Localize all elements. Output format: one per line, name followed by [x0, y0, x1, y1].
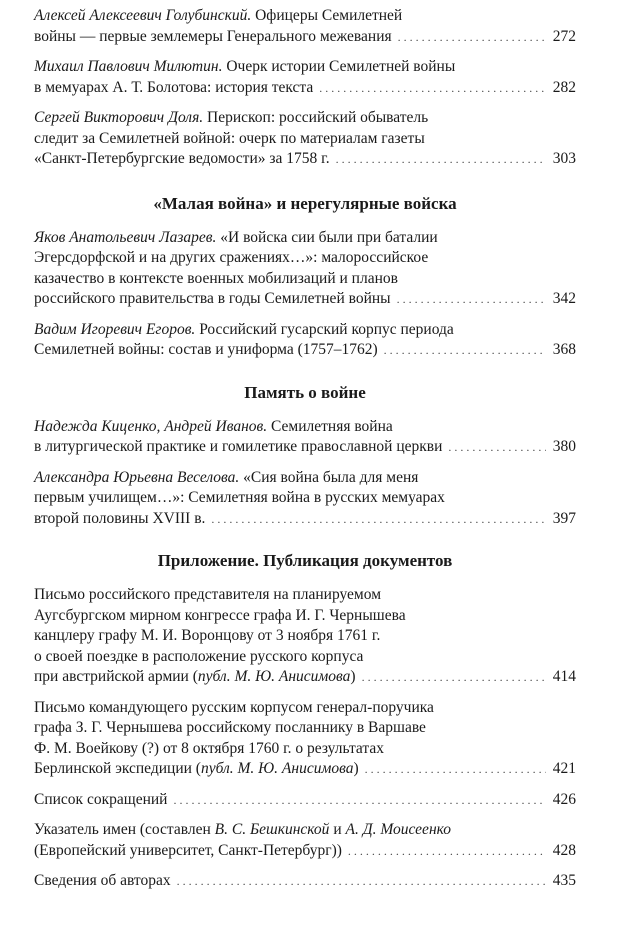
- dot-leader: [348, 841, 546, 862]
- entry-title-line: Аугсбургском мирном конгрессе графа И. Г. Чернышева: [34, 606, 406, 624]
- entry-line: [34, 108, 576, 129]
- toc-entry-dolya[interactable]: [34, 108, 576, 170]
- entry-title-line: войны — первые землемеры Генерального межевания: [34, 27, 392, 45]
- entry-title-line: Российский гусарский корпус периода: [199, 320, 454, 338]
- entry-line: [34, 320, 576, 341]
- entry-title-line: канцлеру графу М. И. Воронцову от 3 ноября 1761 г.: [34, 627, 381, 644]
- compiler-name: А. Д. Моисеенко: [345, 821, 452, 838]
- entry-last-line: [34, 27, 576, 48]
- page-number: 303: [552, 150, 576, 167]
- entry-title-line: «Сия война была для меня: [243, 468, 419, 486]
- entry-title-line: в мемуарах А. Т. Болотова: история текста: [34, 78, 314, 96]
- entry-title-line: второй половины XVIII в.: [34, 509, 206, 527]
- entry-title-line: первым училищем…»: Семилетняя война в русских мемуарах: [34, 489, 445, 506]
- entry-last-line: [34, 289, 576, 310]
- page-number: 380: [552, 438, 576, 455]
- entry-line: [34, 417, 576, 438]
- entry-line: [34, 6, 576, 27]
- dot-leader: [173, 790, 546, 811]
- entry-title-line: Перископ: российский обыватель: [207, 109, 429, 126]
- toc-entry-golubinsky[interactable]: [34, 6, 576, 47]
- table-of-contents: [34, 6, 576, 902]
- page-number: 282: [552, 78, 576, 96]
- dot-leader: [448, 437, 546, 458]
- entry-title-line: о своей поездке в расположение русского корпуса: [34, 647, 364, 665]
- page-number: 414: [552, 668, 576, 685]
- section-heading-memory: Память о войне: [244, 382, 366, 402]
- entry-title-line: Письмо командующего русским корпусом генерал-поручика: [34, 698, 434, 716]
- compiler-name: В. С. Бешкинской: [214, 821, 330, 838]
- entry-title-fragment: ): [350, 668, 356, 685]
- entry-line: [34, 820, 576, 841]
- publisher-note: публ. М. Ю. Анисимова: [197, 668, 351, 685]
- entry-title-line: Ф. М. Воейкову (?) от 8 октября 1760 г. о результатах: [34, 739, 384, 757]
- dot-leader: [397, 289, 546, 310]
- toc-entry-kitsenko[interactable]: [34, 417, 576, 458]
- entry-title-line: (Европейский университет, Санкт-Петербург)): [34, 841, 342, 859]
- toc-entry-lazarev[interactable]: [34, 228, 576, 310]
- dot-leader: [319, 78, 546, 99]
- entry-last-line: [34, 509, 576, 530]
- entry-title-line: Офицеры Семилетней: [255, 7, 403, 24]
- dot-leader: [336, 149, 546, 170]
- toc-entry-document-1[interactable]: [34, 585, 576, 688]
- page-number: 342: [552, 290, 576, 307]
- entry-author: Михаил Павлович Милютин.: [34, 58, 223, 75]
- page-number: 435: [552, 872, 576, 889]
- entry-title-line: Эгерсдорфской и на других сражениях…»: малороссийское: [34, 249, 429, 266]
- entry-title-fragment: и: [329, 821, 346, 838]
- entry-last-line: [34, 437, 576, 458]
- dot-leader: [365, 759, 546, 780]
- entry-title-line: графа З. Г. Чернышева российскому посланнику в Варшаве: [34, 719, 426, 736]
- entry-line: [34, 228, 576, 249]
- dot-leader: [384, 340, 546, 361]
- entry-title-line: «И войска сии были при баталии: [220, 228, 438, 246]
- entry-last-line: [34, 790, 576, 811]
- page-number: 421: [552, 760, 576, 777]
- page-number: 426: [552, 790, 576, 808]
- entry-title-line: Семилетней войны: состав и униформа (1757–1762): [34, 341, 378, 358]
- entry-last-line: [34, 667, 576, 688]
- entry-title-line: «Санкт-Петербургские ведомости» за 1758 г.: [34, 150, 330, 167]
- toc-entry-name-index[interactable]: [34, 820, 576, 861]
- toc-entry-veselova[interactable]: [34, 468, 576, 530]
- toc-entry-egorov[interactable]: [34, 320, 576, 361]
- entry-title-line: Очерк истории Семилетней войны: [226, 58, 456, 75]
- publisher-note: публ. М. Ю. Анисимова: [200, 760, 354, 777]
- entry-author: Вадим Игоревич Егоров.: [34, 320, 196, 338]
- entry-title-line: следит за Семилетней войной: очерк по материалам газеты: [34, 129, 425, 147]
- toc-entry-abbreviations[interactable]: [34, 790, 576, 811]
- entry-title-line: Письмо российского представителя на планируемом: [34, 586, 382, 603]
- section-heading-small-war: «Малая война» и нерегулярные войска: [153, 193, 457, 213]
- entry-author: Александра Юрьевна Веселова.: [34, 468, 240, 486]
- entry-title-fragment: при австрийской армии (: [34, 668, 198, 685]
- entry-last-text: [34, 667, 356, 688]
- toc-entry-about-authors[interactable]: [34, 871, 576, 892]
- entry-line: [34, 468, 576, 489]
- dot-leader: [398, 27, 546, 48]
- entry-author: Алексей Алексеевич Голубинский.: [34, 7, 252, 24]
- entry-title-line: Список сокращений: [34, 790, 168, 808]
- toc-entry-milyutin[interactable]: [34, 57, 576, 98]
- entry-last-text: [34, 759, 359, 780]
- entry-title-fragment: ): [353, 760, 359, 777]
- entry-title-fragment: Указатель имен (составлен: [34, 821, 215, 838]
- entry-title-line: казачество в контексте военных мобилизаций и планов: [34, 269, 398, 287]
- entry-last-line: [34, 759, 576, 780]
- entry-last-line: [34, 841, 576, 862]
- entry-last-line: [34, 340, 576, 361]
- entry-title-line: Сведения об авторах: [34, 872, 171, 889]
- toc-entry-document-2[interactable]: [34, 698, 576, 780]
- dot-leader: [177, 871, 546, 892]
- dot-leader: [211, 509, 546, 530]
- entry-title-line: российского правительства в годы Семилетней войны: [34, 290, 391, 307]
- section-heading-appendix: Приложение. Публикация документов: [157, 551, 453, 570]
- entry-title-line: в литургической практике и гомилетике православной церкви: [34, 438, 443, 455]
- entry-author: Яков Анатольевич Лазарев.: [34, 228, 217, 246]
- entry-author: Сергей Викторович Доля.: [34, 109, 204, 126]
- entry-last-line: [34, 871, 576, 892]
- page-number: 397: [552, 509, 576, 527]
- entry-line: [34, 57, 576, 78]
- entry-author: Надежда Киценко, Андрей Иванов.: [34, 417, 268, 435]
- entry-last-line: [34, 149, 576, 170]
- page-number: 272: [552, 27, 576, 45]
- page-number: 368: [552, 341, 576, 358]
- entry-title-fragment: Берлинской экспедиции (: [34, 760, 201, 777]
- page-number: 428: [552, 841, 576, 859]
- entry-title-line: Семилетняя война: [271, 417, 393, 435]
- dot-leader: [362, 667, 546, 688]
- entry-last-line: [34, 78, 576, 99]
